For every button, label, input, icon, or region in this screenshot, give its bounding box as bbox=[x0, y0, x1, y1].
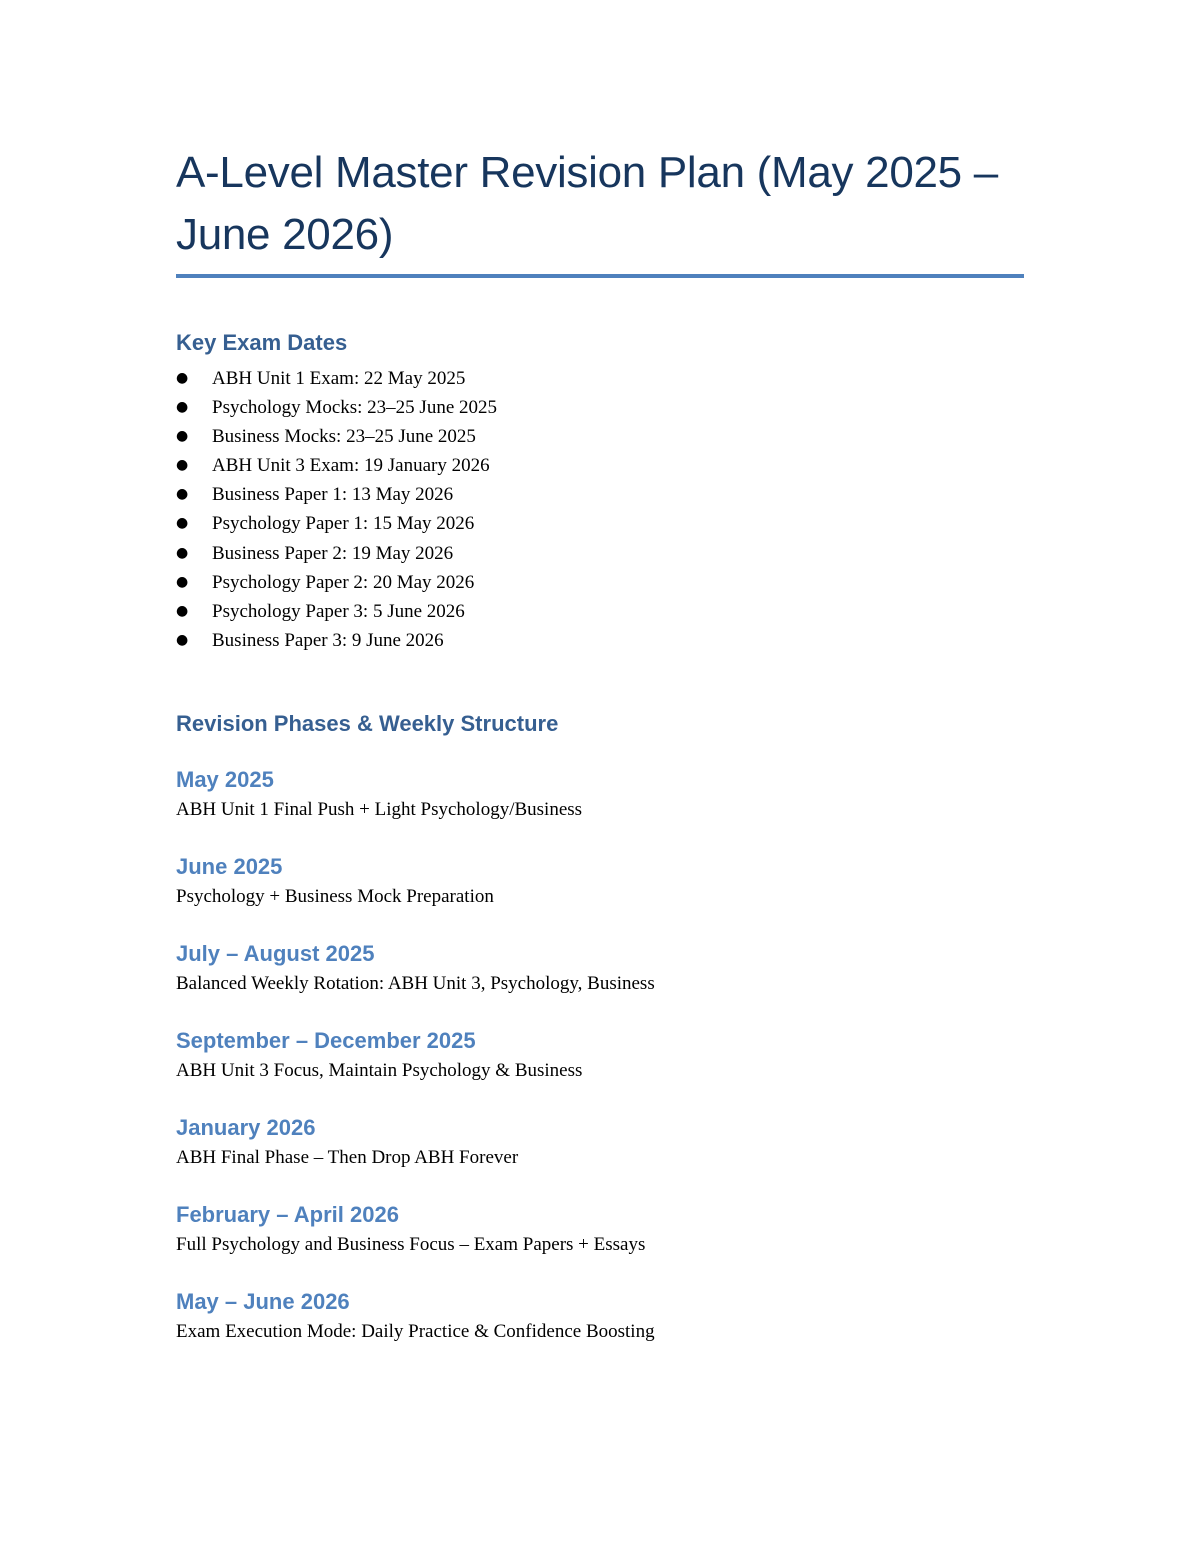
list-item-text: Business Paper 1: 13 May 2026 bbox=[212, 484, 454, 506]
list-item bbox=[176, 422, 1024, 451]
list-item-text: Psychology Paper 1: 15 May 2026 bbox=[212, 513, 475, 535]
bullet-icon: ● bbox=[176, 486, 189, 503]
phase-period-heading: July – August 2025 bbox=[176, 940, 375, 966]
list-item bbox=[176, 568, 1024, 597]
list-item-text: ABH Unit 3 Exam: 19 January 2026 bbox=[212, 455, 490, 477]
bullet-icon: ● bbox=[176, 370, 189, 386]
phase-description: Psychology + Business Mock Preparation bbox=[176, 885, 494, 907]
key-dates-list bbox=[176, 364, 1024, 655]
phase-period-heading: January 2026 bbox=[176, 1114, 316, 1140]
phase-period-heading: September – December 2025 bbox=[176, 1027, 476, 1053]
document-page bbox=[176, 142, 1024, 1347]
phase-description: ABH Unit 1 Final Push + Light Psychology/Business bbox=[176, 798, 583, 820]
phase-section bbox=[176, 1287, 1024, 1347]
key-dates-heading: Key Exam Dates bbox=[176, 330, 348, 355]
revision-phases-heading: Revision Phases & Weekly Structure bbox=[176, 710, 559, 736]
phase-description: Full Psychology and Business Focus – Exam Papers + Essays bbox=[176, 1233, 646, 1255]
list-item bbox=[176, 364, 1024, 393]
phase-section bbox=[176, 852, 1024, 912]
phase-section bbox=[176, 1200, 1024, 1260]
list-item-text: Psychology Paper 3: 5 June 2026 bbox=[212, 600, 465, 622]
phase-description: ABH Final Phase – Then Drop ABH Forever bbox=[176, 1146, 519, 1168]
phase-period-heading: May – June 2026 bbox=[176, 1288, 350, 1314]
phase-period-heading: June 2025 bbox=[176, 853, 283, 879]
phase-period-heading: May 2025 bbox=[176, 766, 274, 792]
bullet-icon: ● bbox=[176, 631, 189, 648]
list-item-text: Psychology Mocks: 23–25 June 2025 bbox=[212, 397, 497, 419]
list-item-text: ABH Unit 1 Exam: 22 May 2025 bbox=[212, 368, 466, 389]
phase-section bbox=[176, 1113, 1024, 1173]
list-item bbox=[176, 539, 1024, 568]
list-item bbox=[176, 597, 1024, 626]
bullet-icon: ● bbox=[176, 573, 189, 590]
list-item bbox=[176, 480, 1024, 509]
list-item bbox=[176, 451, 1024, 480]
phase-section bbox=[176, 765, 1024, 825]
phase-section bbox=[176, 1026, 1024, 1086]
bullet-icon: ● bbox=[176, 428, 189, 445]
bullet-icon: ● bbox=[176, 544, 189, 561]
phase-description: Exam Execution Mode: Daily Practice & Confidence Boosting bbox=[176, 1320, 655, 1342]
title-underline bbox=[176, 274, 1024, 278]
list-item-text: Psychology Paper 2: 20 May 2026 bbox=[212, 571, 475, 593]
phase-description: Balanced Weekly Rotation: ABH Unit 3, Psychology, Business bbox=[176, 972, 655, 994]
list-item-text: Business Paper 3: 9 June 2026 bbox=[212, 629, 444, 651]
bullet-icon: ● bbox=[176, 515, 189, 532]
phase-description: ABH Unit 3 Focus, Maintain Psychology & Business bbox=[176, 1059, 583, 1081]
list-item bbox=[176, 626, 1024, 655]
list-item-text: Business Paper 2: 19 May 2026 bbox=[212, 542, 454, 564]
bullet-icon: ● bbox=[176, 602, 189, 619]
bullet-icon: ● bbox=[176, 399, 189, 416]
list-item bbox=[176, 509, 1024, 538]
page-title: A-Level Master Revision Plan (May 2025 – June 2026) bbox=[176, 148, 998, 259]
list-item bbox=[176, 393, 1024, 422]
phase-period-heading: February – April 2026 bbox=[176, 1201, 399, 1227]
phase-section bbox=[176, 939, 1024, 999]
list-item-text: Business Mocks: 23–25 June 2025 bbox=[212, 426, 476, 448]
bullet-icon: ● bbox=[176, 457, 189, 474]
